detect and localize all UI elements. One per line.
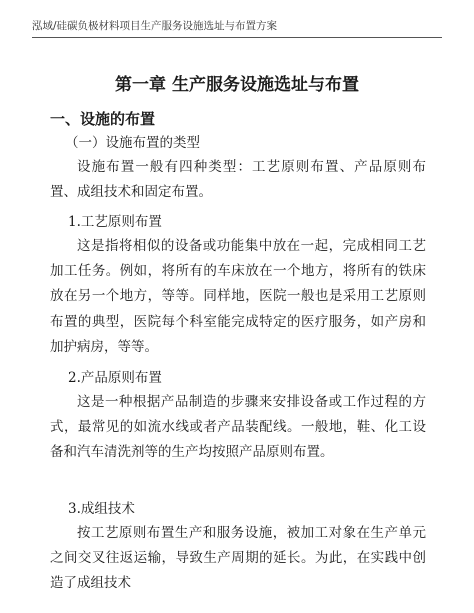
section-heading: 一、设施的布置 xyxy=(50,110,156,128)
subsection-heading: （一）设施布置的类型 xyxy=(65,135,200,151)
item3-heading: 3.成组技术 xyxy=(68,501,135,517)
item1-paragraph: 这是指将相似的设备或功能集中放在一起，完成相同工艺加工任务。例如，将所有的车床放在一个地方，将所有的铁床放在另一个地方，等等。同样地，医院一般也是采用工艺原则布置的典型，医院每个科室能完成特定的医疗服务，如产房和加护病房，等等。 xyxy=(50,238,426,355)
chapter-title: 第一章 生产服务设施选址与布置 xyxy=(115,75,359,95)
intro-paragraph: 设施布置一般有四种类型：工艺原则布置、产品原则布置、成组技术和固定布置。 xyxy=(50,159,426,201)
item2-heading: 2.产品原则布置 xyxy=(68,370,162,386)
item1-heading: 1.工艺原则布置 xyxy=(68,214,162,230)
item2-paragraph: 这是一种根据产品制造的步骤来安排设备或工作过程的方式，最常见的如流水线或者产品装配线。一般地，鞋、化工设备和汽车清洗剂等的生产均按照产品原则布置。 xyxy=(50,394,426,461)
running-header: 泓域/硅碳负极材料项目生产服务设施选址与布置方案 xyxy=(32,20,278,32)
header-rule xyxy=(32,37,442,38)
item3-paragraph: 按工艺原则布置生产和服务设施，被加工对象在生产单元之间交叉往返运输，导致生产周期的延长。为此，在实践中创造了成组技术 xyxy=(50,525,426,592)
